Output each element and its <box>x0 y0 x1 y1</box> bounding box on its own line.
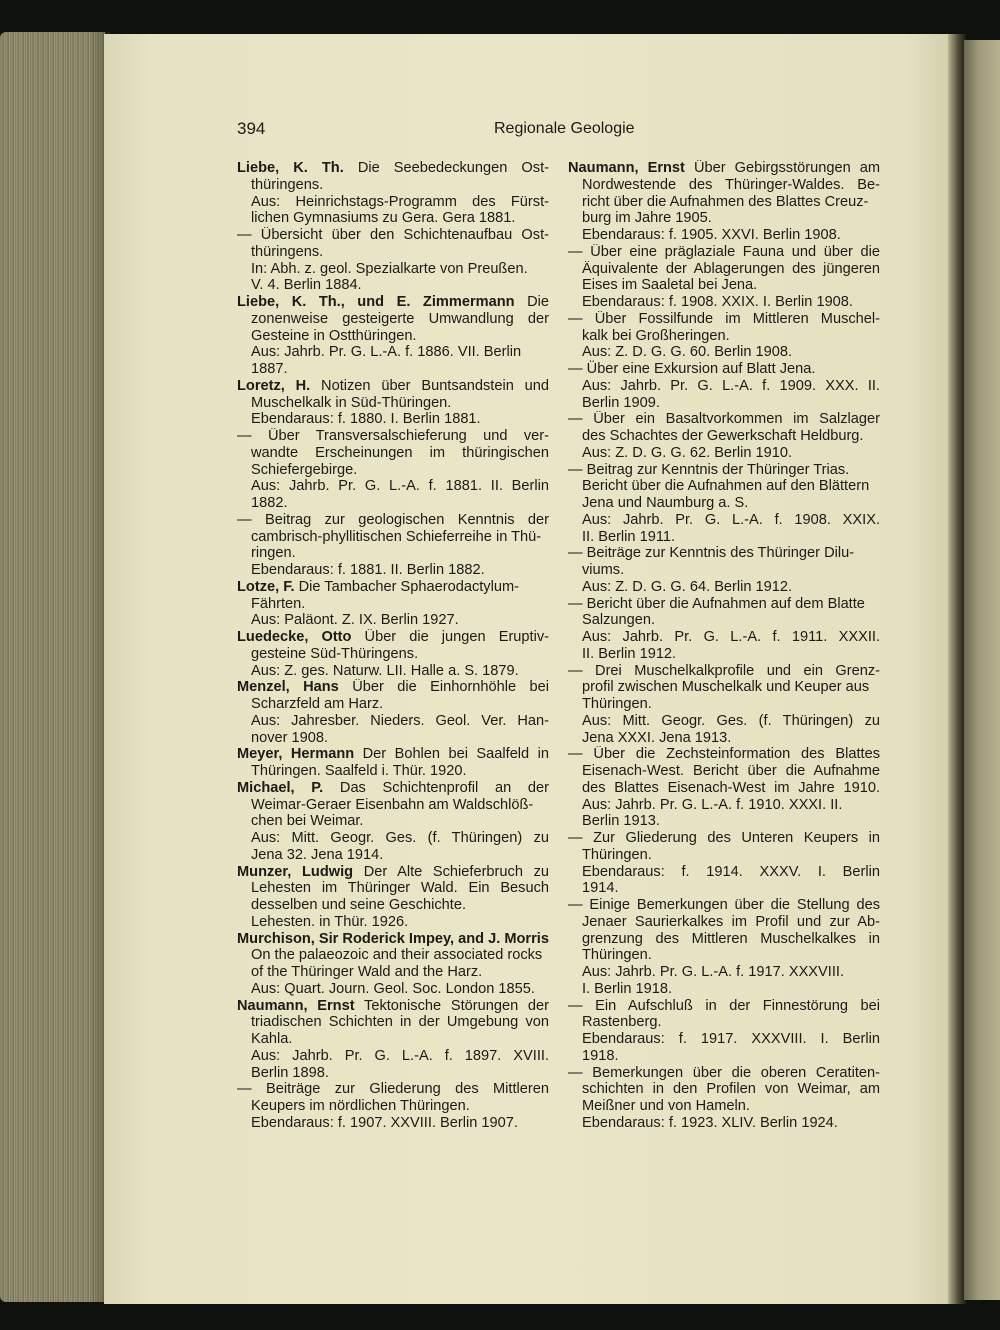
entry-text: Meißner und von Hameln. <box>582 1098 750 1114</box>
entry-text: kalk bei Großheringen. <box>582 327 730 344</box>
bibliography-line <box>237 981 549 998</box>
bibliography-line <box>237 679 549 696</box>
entry-text: des Blattes Eisenach-West im Jahre 1910. <box>582 779 880 796</box>
entry-text: Ebendaraus: f. 1908. XXIX. I. Berlin 1908. <box>582 294 853 310</box>
entry-author: Meyer, Hermann <box>237 746 355 763</box>
entry-text: Berlin 1909. <box>582 394 660 411</box>
entry-text: Nordwestende des Thüringer-Waldes. Be- <box>582 176 880 193</box>
bibliography-line <box>237 529 549 546</box>
entry-text: Aus: Jahrb. Pr. G. L.-A. f. 1917. XXXVIII. <box>582 964 844 980</box>
entry-author: Menzel, Hans <box>237 679 339 696</box>
bibliography-line <box>237 880 549 897</box>
facing-page-edge <box>964 40 1000 1300</box>
bibliography-line <box>568 830 880 847</box>
entry-text: Kahla. <box>251 1031 293 1047</box>
bibliography-line <box>237 947 549 964</box>
entry-text: thüringens. <box>251 176 324 193</box>
bibliography-column-left <box>237 160 549 1132</box>
entry-text: gesteine Süd-Thüringens. <box>251 645 419 662</box>
bibliography-line <box>568 1098 880 1115</box>
entry-text: Aus: Jahrb. Pr. G. L.-A. f. 1909. XXX. II. <box>582 377 880 394</box>
entry-text: Aus: Paläont. Z. IX. Berlin 1927. <box>251 612 459 629</box>
entry-text: Ebendaraus: f. 1881. II. Berlin 1882. <box>251 562 485 578</box>
entry-text: — Ein Aufschluß in der Finnestörung bei <box>568 997 880 1014</box>
bibliography-line <box>237 1031 549 1048</box>
bibliography-line <box>237 998 549 1015</box>
entry-text: Weimar-Geraer Eisenbahn am Waldschlöß- <box>251 796 534 813</box>
entry-text: — Beitrag zur Kenntnis der Thüringer Trias. <box>568 461 850 478</box>
bibliography-line <box>237 864 549 881</box>
entry-text: nover 1908. <box>251 729 329 746</box>
entry-text: Berlin 1913. <box>582 813 660 830</box>
bibliography-line <box>568 344 880 361</box>
entry-text: II. Berlin 1912. <box>582 645 677 662</box>
entry-text: Jena XXXI. Jena 1913. <box>582 729 732 746</box>
bibliography-line <box>237 780 549 797</box>
bibliography-line <box>568 596 880 613</box>
bibliography-line <box>237 663 549 680</box>
entry-text: — Über ein Basaltvorkommen im Salzlager <box>568 411 880 428</box>
entry-text: Rastenberg. <box>582 1014 662 1031</box>
bibliography-line <box>568 194 880 211</box>
bibliography-line <box>568 931 880 948</box>
bibliography-line <box>237 478 549 495</box>
bibliography-line <box>568 512 880 529</box>
bibliography-line <box>237 545 549 562</box>
bibliography-line <box>568 478 880 495</box>
entry-text: Thüringen. Saalfeld i. Thür. 1920. <box>251 763 467 779</box>
entry-text: wandte Erscheinungen im thüringischen <box>251 444 549 461</box>
entry-text: des Schachtes der Gewerkschaft Heldburg. <box>582 428 864 444</box>
bibliography-line <box>568 277 880 294</box>
entry-text: Über die jungen Eruptiv- <box>351 629 549 645</box>
bibliography-line <box>568 361 880 378</box>
entry-text: Der Alte Schieferbruch zu <box>353 863 549 880</box>
entry-text: — Einige Bemerkungen über die Stellung des <box>568 897 880 913</box>
bibliography-line <box>568 261 880 278</box>
entry-text: Aus: Heinrichstags-Programm des Fürst- <box>251 193 549 210</box>
entry-text: profil zwischen Muschelkalk und Keuper aus <box>582 679 870 696</box>
bibliography-line <box>568 629 880 646</box>
entry-text: Eises im Saaletal bei Jena. <box>582 277 758 294</box>
bibliography-line <box>568 210 880 227</box>
bibliography-line <box>568 579 880 596</box>
bibliography-line <box>237 1048 549 1065</box>
entry-text: Aus: Quart. Journ. Geol. Soc. London 1855. <box>251 980 535 997</box>
bibliography-line <box>568 545 880 562</box>
entry-text: of the Thüringer Wald and the Harz. <box>251 964 483 980</box>
entry-text: — Beiträge zur Gliederung des Mittleren <box>237 1081 549 1098</box>
bibliography-line <box>568 780 880 797</box>
bibliography-line <box>568 378 880 395</box>
bibliography-line <box>568 562 880 579</box>
entry-text: Schiefergebirge. <box>251 461 358 478</box>
entry-text: Notizen über Buntsandstein und <box>310 377 549 394</box>
entry-text: — Drei Muschelkalkprofile und ein Grenz- <box>568 662 880 679</box>
bibliography-line <box>237 730 549 747</box>
bibliography-line <box>237 629 549 646</box>
entry-text: Keupers im nördlichen Thüringen. <box>251 1098 470 1114</box>
bibliography-line <box>237 579 549 596</box>
bibliography-line <box>568 981 880 998</box>
entry-author: Liebe, K. Th., und E. Zimmermann <box>237 294 515 310</box>
entry-text: 1918. <box>582 1047 619 1064</box>
bibliography-line <box>568 964 880 981</box>
bibliography-line <box>237 813 549 830</box>
bibliography-line <box>237 562 549 579</box>
bibliography-line <box>237 1014 549 1031</box>
entry-text: Aus: Jahrb. Pr. G. L.-A. f. 1881. II. Berlin <box>251 478 549 495</box>
bibliography-line <box>237 696 549 713</box>
entry-text: viums. <box>582 562 625 578</box>
entry-text: Aus: Jahrb. Pr. G. L.-A. f. 1886. VII. Berlin <box>251 344 522 361</box>
entry-text: — Über eine präglaziale Fauna und über die <box>568 243 880 260</box>
bibliography-line <box>568 679 880 696</box>
entry-text: On the palaeozoic and their associated rocks <box>251 947 543 964</box>
entry-author: Murchison, Sir Roderick Impey, and J. Morris <box>237 930 549 947</box>
entry-text: I. Berlin 1918. <box>582 980 673 997</box>
entry-author: Lotze, F. <box>237 578 295 595</box>
bibliography-line <box>568 529 880 546</box>
entry-text: Aus: Jahrb. Pr. G. L.-A. f. 1897. XVIII. <box>251 1047 549 1064</box>
bibliography-line <box>237 914 549 931</box>
entry-text: Ebendaraus: f. 1923. XLIV. Berlin 1924. <box>582 1114 838 1131</box>
entry-text: Der Bohlen bei Saalfeld in <box>354 746 549 763</box>
entry-author: Naumann, Ernst <box>568 160 685 176</box>
bibliography-line <box>568 696 880 713</box>
bibliography-line <box>237 311 549 328</box>
bibliography-line <box>237 512 549 529</box>
entry-text: Die <box>514 294 549 310</box>
entry-text: Aus: Z. ges. Naturw. LII. Halle a. S. 1879. <box>251 662 519 679</box>
bibliography-line <box>568 411 880 428</box>
entry-text: Aus: Jahrb. Pr. G. L.-A. f. 1911. XXXII. <box>582 629 880 645</box>
entry-text: Aus: Mitt. Geogr. Ges. (f. Thüringen) zu <box>582 712 880 729</box>
entry-author: Munzer, Ludwig <box>237 863 354 880</box>
entry-text: Berlin 1898. <box>251 1064 329 1081</box>
bibliography-line <box>568 1031 880 1048</box>
entry-text: — Beitrag zur geologischen Kenntnis der <box>237 511 549 528</box>
bibliography-line <box>568 998 880 1015</box>
page-number: 394 <box>237 119 266 138</box>
bibliography-line <box>237 411 549 428</box>
entry-text: Tektonische Störungen der <box>354 997 549 1014</box>
bibliography-line <box>237 964 549 981</box>
entry-text: — Bericht über die Aufnahmen auf dem Blatte <box>568 595 865 612</box>
bibliography-line <box>237 445 549 462</box>
entry-text: II. Berlin 1911. <box>582 528 676 545</box>
bibliography-line <box>237 1115 549 1132</box>
entry-text: Aus: Mitt. Geogr. Ges. (f. Thüringen) zu <box>251 830 549 846</box>
bibliography-line <box>568 311 880 328</box>
bibliography-line <box>237 462 549 479</box>
running-head: Regionale Geologie <box>494 120 635 137</box>
entry-text: Jenaer Saurierkalkes im Profil und zur Ab- <box>582 913 880 930</box>
bibliography-line <box>237 378 549 395</box>
bibliography-line <box>568 445 880 462</box>
entry-text: Thüringen. <box>582 696 652 712</box>
entry-text: V. 4. Berlin 1884. <box>251 277 362 294</box>
bibliography-line <box>237 210 549 227</box>
entry-text: — Über die Zechsteinformation des Blattes <box>568 746 880 763</box>
bibliography-line <box>568 495 880 512</box>
entry-text: Ebendaraus: f. 1907. XXVIII. Berlin 1907. <box>251 1114 518 1131</box>
entry-text: richt über die Aufnahmen des Blattes Creuz- <box>582 193 869 210</box>
entry-text: ringen. <box>251 545 296 562</box>
bibliography-line <box>568 914 880 931</box>
entry-author: Michael, P. <box>237 779 324 796</box>
entry-text: Ebendaraus: f. 1914. XXXV. I. Berlin <box>582 863 880 880</box>
entry-text: — Beiträge zur Kenntnis des Thüringer Dilu- <box>568 545 855 562</box>
entry-text: cambrisch-phyllitischen Schieferreihe in Thü- <box>251 528 542 545</box>
bibliography-line <box>568 395 880 412</box>
bibliography-line <box>568 713 880 730</box>
bibliography-line <box>237 227 549 244</box>
entry-text: Scharzfeld am Harz. <box>251 696 384 712</box>
entry-text: Ebendaraus: f. 1880. I. Berlin 1881. <box>251 411 481 428</box>
bibliography-line <box>568 813 880 830</box>
bibliography-line <box>568 864 880 881</box>
entry-text: zonenweise gesteigerte Umwandlung der <box>251 310 549 327</box>
bibliography-line <box>237 328 549 345</box>
entry-text: — Über Fossilfunde im Mittleren Muschel- <box>568 310 880 327</box>
bibliography-line <box>568 663 880 680</box>
bibliography-line <box>237 294 549 311</box>
bibliography-line <box>568 428 880 445</box>
entry-text: 1914. <box>582 880 619 897</box>
entry-text: Thüringen. <box>582 846 652 863</box>
entry-author: Loretz, H. <box>237 377 311 394</box>
bibliography-line <box>237 395 549 412</box>
bibliography-line <box>237 194 549 211</box>
entry-text: Aus: Jahrb. Pr. G. L.-A. f. 1908. XXIX. <box>582 511 880 528</box>
entry-text: 1882. <box>251 495 288 511</box>
bibliography-line <box>237 746 549 763</box>
bibliography-line <box>568 797 880 814</box>
entry-text: In: Abh. z. geol. Spezialkarte von Preußen. <box>251 260 528 277</box>
bibliography-line <box>568 730 880 747</box>
entry-text: — Übersicht über den Schichtenaufbau Ost- <box>237 227 549 243</box>
entry-text: Salzungen. <box>582 612 656 629</box>
bibliography-line <box>237 1065 549 1082</box>
entry-text: Über die Einhornhöhle bei <box>338 679 549 696</box>
bibliography-line <box>237 244 549 261</box>
bibliography-line <box>568 612 880 629</box>
bibliography-line <box>237 713 549 730</box>
entry-text: Das Schichtenprofil an der <box>323 779 549 796</box>
bibliography-line <box>237 646 549 663</box>
entry-text: thüringens. <box>251 243 324 260</box>
bibliography-line <box>568 1081 880 1098</box>
bibliography-line <box>568 1048 880 1065</box>
bibliography-line <box>237 897 549 914</box>
entry-text: Jena und Naumburg a. S. <box>582 495 749 511</box>
bibliography-column-right <box>568 160 880 1132</box>
entry-text: desselben und seine Geschichte. <box>251 897 466 913</box>
entry-text: — Zur Gliederung des Unteren Keupers in <box>568 830 880 846</box>
bibliography-line <box>237 428 549 445</box>
entry-text: Aus: Z. D. G. G. 60. Berlin 1908. <box>582 344 793 361</box>
entry-text: Bericht über die Aufnahmen auf den Blättern <box>582 478 870 495</box>
entry-text: Aus: Z. D. G. G. 64. Berlin 1912. <box>582 578 793 595</box>
bibliography-line <box>237 177 549 194</box>
bibliography-line <box>568 177 880 194</box>
entry-author: Liebe, K. Th. <box>237 160 344 176</box>
entry-text: Fährten. <box>251 595 306 612</box>
entry-text: 1887. <box>251 361 288 377</box>
bibliography-line <box>237 596 549 613</box>
entry-text: Thüringen. <box>582 947 652 964</box>
entry-text: Eisenach-West. Bericht über die Aufnahme <box>582 763 880 779</box>
entry-text: Ebendaraus: f. 1917. XXXVIII. I. Berlin <box>582 1031 880 1047</box>
bibliography-line <box>568 244 880 261</box>
bibliography-line <box>568 947 880 964</box>
entry-text: Die Seebedeckungen Ost- <box>343 160 549 176</box>
bibliography-line <box>237 830 549 847</box>
entry-text: Die Tambacher Sphaerodactylum- <box>294 578 519 595</box>
bibliography-line <box>568 160 880 177</box>
bibliography-line <box>237 1098 549 1115</box>
entry-text: chen bei Weimar. <box>251 813 364 830</box>
entry-text: grenzung des Mittleren Muschelkalkes in <box>582 930 880 947</box>
bibliography-line <box>568 646 880 663</box>
entry-text: Jena 32. Jena 1914. <box>251 846 384 863</box>
bibliography-line <box>568 227 880 244</box>
entry-author: Luedecke, Otto <box>237 629 352 645</box>
bibliography-line <box>568 1115 880 1132</box>
entry-text: — Über Transversalschieferung und ver- <box>237 428 549 444</box>
entry-text: — Über eine Exkursion auf Blatt Jena. <box>568 361 816 377</box>
bibliography-line <box>237 763 549 780</box>
bibliography-line <box>568 1065 880 1082</box>
bibliography-line <box>237 344 549 361</box>
bibliography-line <box>568 294 880 311</box>
bibliography-line <box>568 462 880 479</box>
bibliography-line <box>568 328 880 345</box>
entry-text: Aus: Z. D. G. G. 62. Berlin 1910. <box>582 444 793 461</box>
bibliography-line <box>568 763 880 780</box>
bibliography-line <box>568 880 880 897</box>
bibliography-line <box>237 495 549 512</box>
bibliography-line <box>568 746 880 763</box>
bibliography-line <box>237 160 549 177</box>
bibliography-line <box>237 847 549 864</box>
entry-text: Gesteine in Ostthüringen. <box>251 327 417 344</box>
bibliography-line <box>237 261 549 278</box>
entry-author: Naumann, Ernst <box>237 997 355 1014</box>
entry-text: Muschelkalk in Süd-Thüringen. <box>251 394 452 411</box>
entry-text: Lehesten. in Thür. 1926. <box>251 913 409 930</box>
bibliography-line <box>237 1081 549 1098</box>
bibliography-line <box>237 931 549 948</box>
bibliography-line <box>237 612 549 629</box>
entry-text: Äquivalente der Ablagerungen des jüngeren <box>582 260 880 277</box>
bibliography-line <box>568 847 880 864</box>
entry-text: schichten in den Profilen von Weimar, am <box>582 1081 880 1098</box>
entry-text: Lehesten im Thüringer Wald. Ein Besuch <box>251 880 549 897</box>
bibliography-line <box>568 1014 880 1031</box>
entry-text: lichen Gymnasiums zu Gera. Gera 1881. <box>251 210 516 227</box>
bibliography-line <box>237 361 549 378</box>
entry-text: — Bemerkungen über die oberen Ceratiten- <box>568 1064 880 1081</box>
bibliography-line <box>568 897 880 914</box>
bibliography-line <box>237 277 549 294</box>
entry-text: Aus: Jahrb. Pr. G. L.-A. f. 1910. XXXI. II. <box>582 796 843 813</box>
bibliography-line <box>237 797 549 814</box>
entry-text: burg im Jahre 1905. <box>582 210 712 227</box>
entry-text: Aus: Jahresber. Nieders. Geol. Ver. Han- <box>251 712 549 729</box>
entry-text: Ebendaraus: f. 1905. XXVI. Berlin 1908. <box>582 227 841 243</box>
entry-text: triadischen Schichten in der Umgebung von <box>251 1014 549 1031</box>
entry-text: Über Gebirgsstörungen am <box>684 160 880 176</box>
